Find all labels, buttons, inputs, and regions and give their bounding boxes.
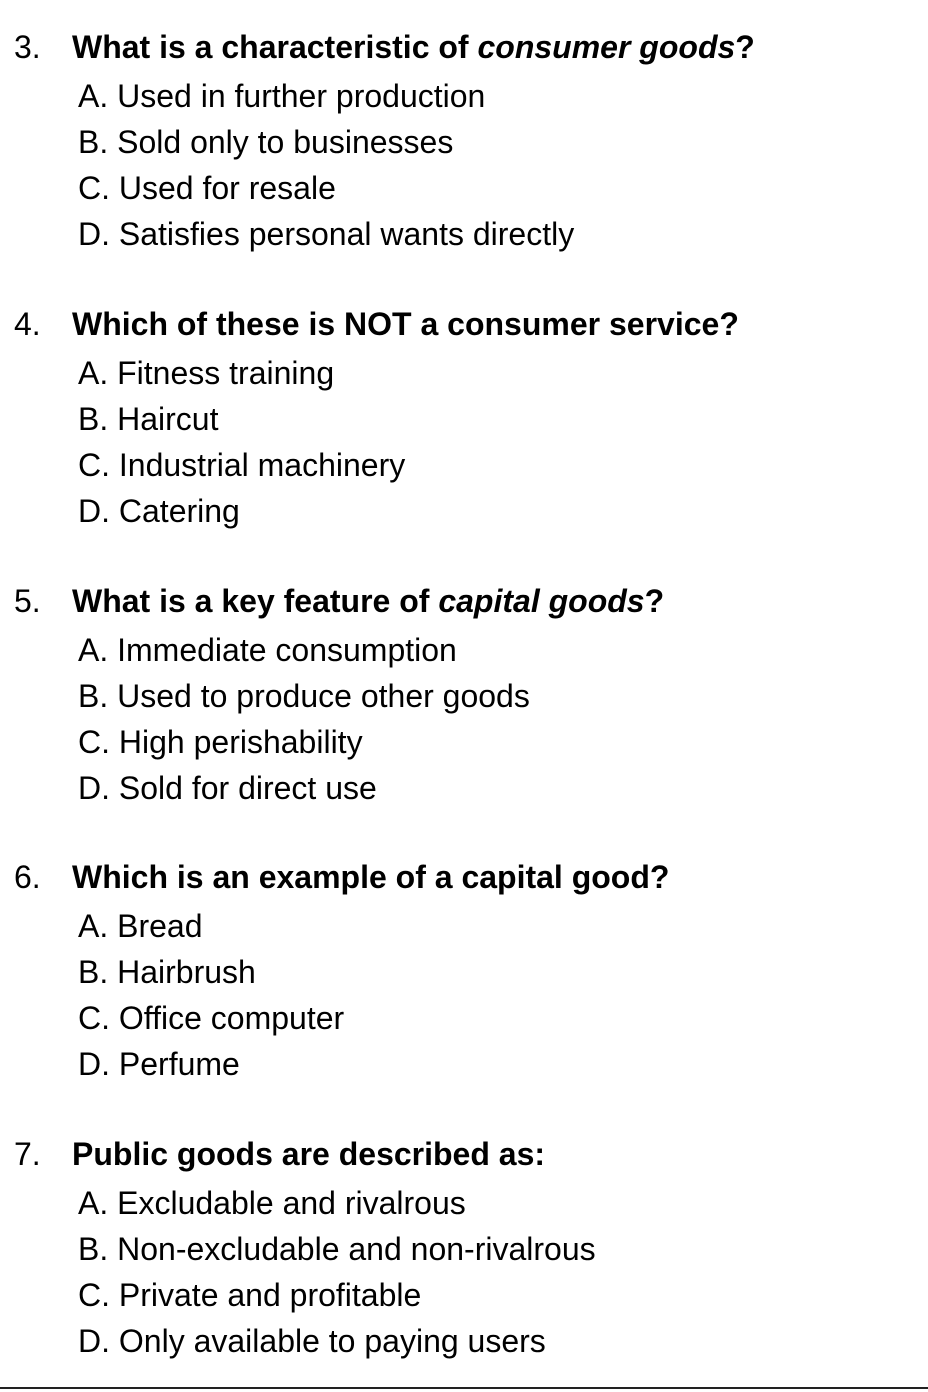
stem-text: What is a key feature of <box>72 583 439 619</box>
question-stem <box>72 27 755 67</box>
option-a[interactable]: A. Used in further production <box>78 78 486 114</box>
stem-emphasis: capital goods <box>438 583 645 619</box>
stem-suffix: ? <box>644 583 665 619</box>
option-d[interactable]: D. Satisfies personal wants directly <box>78 216 575 252</box>
option-b[interactable]: B. Sold only to businesses <box>78 124 454 160</box>
option-list <box>78 903 344 1087</box>
option-list <box>78 1180 596 1364</box>
stem-suffix: ? <box>735 29 755 65</box>
bottom-divider <box>0 1387 928 1389</box>
question-number: 6. <box>14 859 41 895</box>
option-list <box>78 350 405 534</box>
question-number: 5. <box>14 583 41 619</box>
option-d[interactable]: D. Perfume <box>78 1046 240 1082</box>
option-c[interactable]: C. Used for resale <box>78 170 336 206</box>
stem-text: Public goods are described as: <box>72 1136 546 1172</box>
question-number: 4. <box>14 306 41 342</box>
option-c[interactable]: C. Industrial machinery <box>78 447 406 483</box>
stem-text: What is a characteristic of <box>72 29 478 65</box>
question-number: 7. <box>14 1136 41 1172</box>
option-a[interactable]: A. Excludable and rivalrous <box>78 1185 466 1221</box>
option-d[interactable]: D. Only available to paying users <box>78 1323 546 1359</box>
option-d[interactable]: D. Sold for direct use <box>78 770 377 806</box>
option-b[interactable]: B. Non-excludable and non-rivalrous <box>78 1231 596 1267</box>
option-b[interactable]: B. Hairbrush <box>78 954 256 990</box>
option-a[interactable]: A. Immediate consumption <box>78 632 457 668</box>
option-b[interactable]: B. Used to produce other goods <box>78 678 530 714</box>
option-c[interactable]: C. Private and profitable <box>78 1277 422 1313</box>
question-number: 3. <box>14 29 41 65</box>
stem-text: Which is an example of a capital good? <box>72 859 670 895</box>
option-list <box>78 73 574 257</box>
option-a[interactable]: A. Bread <box>78 908 203 944</box>
question-stem <box>72 581 664 621</box>
option-c[interactable]: C. High perishability <box>78 724 363 760</box>
question-stem <box>72 304 739 344</box>
question-stem <box>72 1134 545 1174</box>
option-list <box>78 627 530 811</box>
option-a[interactable]: A. Fitness training <box>78 355 335 391</box>
option-c[interactable]: C. Office computer <box>78 1000 345 1036</box>
question-stem <box>72 857 669 897</box>
stem-text: Which of these is NOT a consumer service? <box>72 306 739 342</box>
option-b[interactable]: B. Haircut <box>78 401 219 437</box>
stem-emphasis: consumer goods <box>477 29 736 65</box>
option-d[interactable]: D. Catering <box>78 493 240 529</box>
